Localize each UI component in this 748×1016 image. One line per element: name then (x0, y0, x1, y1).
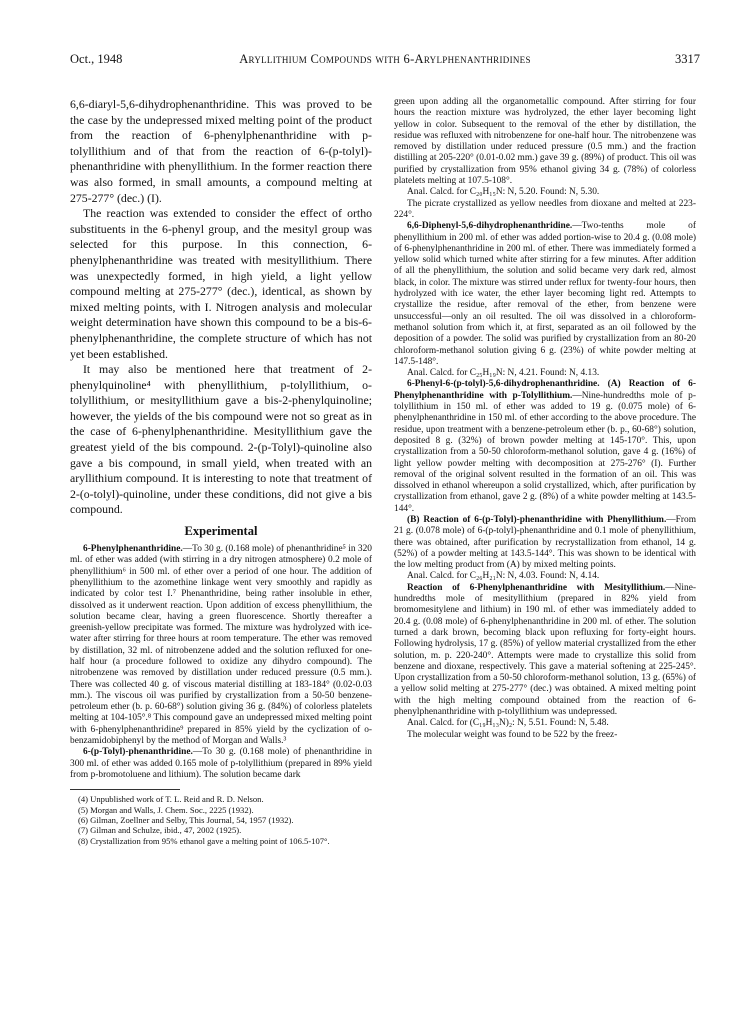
experimental-paragraph (70, 544, 372, 747)
header-date: Oct., 1948 (70, 52, 123, 66)
analysis-line: Anal. Calcd. for (C₁₉H₁₃N)₂: N, 5.51. Found: N, 5.48. (407, 718, 609, 729)
experimental-paragraph (70, 747, 372, 781)
compound-title: 6-(p-Tolyl)-phenanthridine. (83, 747, 193, 758)
experimental-text: —To 30 g. (0.168 mole) of phenanthridine⁵ in 320 ml. of ether was added (with stirring in a dry nitrogen atmosphere) 0.2 mole of phenyllithium⁶ in 500 ml. of ether over a period of one hour. The addition of phenyllithium to the azomethine linkage went very smoothly and rapidly as indicated by color test I.⁷ Phenanthridine, being rather insoluble in ether, dissolved as it underwent reaction. Upon addition of excess phenyllithium, the solution became clear, having a green fluorescence. Shortly thereafter a greenish-yellow precipitate was formed. The mixture was hydrolyzed with ice-water after stirring for three hours at room temperature. The ether was removed by distillation, 32 ml. of nitrobenzene added and the solution refluxed for one-half hour (a procedure followed to oxidize any dihydro compound). The nitrobenzene was removed by distillation under reduced pressure (0.5 mm.). There was collected 40 g. of viscous material distilling at 183-184° (0.02-0.03 mm.). The viscous oil was purified by crystallization from a 50-50 benzene-petroleum ether (b. p. 60-68°) solution giving 36 g. (84%) of colorless platelets melting at 104-105°.⁸ This compound gave an undepressed mixed melting point with 6-phenylphenanthridine⁹ prepared in 85% yield by the cyclization of o-benzamidobiphenyl by the method of Morgan and Walls.³ (70, 544, 372, 747)
experimental-paragraph (394, 515, 696, 571)
experimental-paragraph (394, 221, 696, 368)
experimental-text: —Nine-hundredths mole of mesityllithium (prepared in 82% yield from bromomesitylene and lithium) in 190 ml. of ether was immediately added to 20.4 g. (0.08 mole) of 6-phenylphenanthridine in 200 ml. of ether. The solution turned a dark brown, becoming black upon refluxing for forty-eight hours. Following hydrolysis, 17 g. (85%) of yellow material crystallized from the ether solution, m. p. 220-240°. Attempts were made to crystallize this solid from benzene and dioxane, respectively. This gave a material softening at 225-245°. Upon crystallization from a 50-50 chloroform-methanol solution, 13 g. (65%) of a yellow solid melting at 275-277° (dec.) was obtained. A mixed melting point with the high melting compound obtained from the reaction of 6-phenylphenanthridine with p-tolyllithium was undepressed. (394, 582, 697, 718)
compound-title: (B) Reaction of 6-(p-Tolyl)-phenanthridine with Phenyllithium. (407, 514, 667, 525)
footnote: (5) Morgan and Walls, J. Chem. Soc., 2225 (1932). (78, 804, 254, 815)
footnote: (4) Unpublished work of T. L. Reid and R. D. Nelson. (78, 794, 264, 805)
paragraph: 6,6-diaryl-5,6-dihydrophenanthridine. This was proved to be the case by the undepressed mixed melting point of the product from the reaction of 6-phenylphenanthridine with p-tolyllithium and of that from the reaction of 6-(p-tolyl)-phenanthridine with phenyllithium. In the former reaction there was also formed, in small amounts, a compound melting at 275-277° (dec.) (I). (70, 97, 372, 205)
experimental-paragraph: The molecular weight was found to be 522 by the freez- (407, 729, 618, 740)
right-column (394, 97, 696, 741)
left-column (70, 97, 372, 846)
footnote: (8) Crystallization from 95% ethanol gave a melting point of 106.5-107°. (78, 835, 330, 846)
running-header (70, 52, 700, 68)
compound-title: Reaction of 6-Phenylphenanthridine with Mesityllithium. (407, 582, 666, 593)
experimental-paragraph: The picrate crystallized as yellow needles from dioxane and melted at 223-224°. (394, 198, 696, 220)
paragraph: The reaction was extended to consider the effect of ortho substituents in the 6-phenyl group, and the mesityl group was selected for this purpose. In this connection, 6-phenylphenanthridine was treated with mesityllithium. There was unexpectedly formed, in high yield, a light yellow compound melting at 275-277° (dec.), identical, as shown by mixed melting points, with I. Nitrogen analysis and molecular weight determination have shown this compound to be a bis-6-phenylphenanthridine, the complete structure of which has not yet been established. (70, 206, 372, 361)
experimental-text: —To 30 g. (0.168 mole) of phenanthridine in 300 ml. of ether was added 0.165 mole of p-tolyllithium (prepared in 89% yield from p-bromotoluene and lithium). The solution became dark (70, 747, 372, 780)
experimental-text: —From 21 g. (0.078 mole) of 6-(p-tolyl)-phenanthridine and 0.1 mole of phenyllithium, there was obtained, after purification by recrystallization from ethanol, 14 g. (52%) of a powder melting at 143.5-144°. This was shown to be identical with the low melting product from (A) by mixed melting points. (394, 514, 696, 571)
experimental-paragraph: green upon adding all the organometallic compound. After stirring for four hours the reaction mixture was hydrolyzed, the ether layer becoming light yellow in color. Subsequent to the removal of the ether by distillation, the residue was refluxed with nitrobenzene for one-half hour. The nitrobenzene was removed by distillation under reduced pressure (0.5 mm.) and the fraction distilling at 205-220° (0.01-0.02 mm.) gave 39 g. (89%) of product. This oil was purified by crystallization from 95% ethanol giving 34 g. (78%) of colorless platelets melting at 107.5-108°. (394, 97, 696, 187)
page-number: 3317 (675, 52, 700, 66)
experimental-paragraph (394, 379, 696, 515)
analysis-line: Anal. Calcd. for C₂₅H₁₉N: N, 4.21. Found: N, 4.13. (407, 368, 600, 379)
analysis-line: Anal. Calcd. for C₂₆H₂₁N: N, 4.03. Found: N, 4.14. (407, 571, 600, 582)
footnote: (6) Gilman, Zoellner and Selby, This Journal, 54, 1957 (1932). (78, 815, 294, 826)
paragraph: It may also be mentioned here that treatment of 2-phenylquinoline⁴ with phenyllithium, p-tolyllithium, o-tolyllithium, or mesityllithium gave a bis-2-phenylquinoline; however, the yields of the bis compound were not so great as in the case of 6-phenylphenanthridine. Mesityllithium gave the greatest yield of the bis compound. 2-(p-Tolyl)-quinoline also gave a bis compound, in small yield, when treated with an aryllithium compound. It is interesting to note that treatment of 2-(o-tolyl)-quinoline, under these conditions, did not give a bis compound. (70, 362, 372, 517)
experimental-text: —Nine-hundredths mole of p-tolyllithium in 150 ml. of ether was added to 19 g. (0.075 mole) of 6-phenylphenanthridine in 150 ml. of ether according to the above procedure. The residue, upon treatment with a benzene-petroleum ether (b. p., 60-68°) solution, deposited 8 g. (32%) of brown powder melting at 145-170°. This, upon crystallization from a 50-50 chloroform-methanol solution, gave 4 g. (16%) of light yellow powder melting with decomposition at 275-276° (I). Further removal of the original solvent resulted in the formation of an oil. This was dissolved in ethanol whereupon a solid crystallized, which, after purification by crystallization from ethanol, gave 2 g. (8%) of a white powder melting at 143.5-144°. (394, 390, 696, 514)
compound-title: 6-Phenylphenanthridine. (83, 544, 183, 555)
compound-title: 6,6-Diphenyl-5,6-dihydrophenanthridine. (407, 221, 573, 232)
analysis-line: Anal. Calcd. for C₂₀H₁₅N: N, 5.20. Found: N, 5.30. (407, 187, 600, 198)
experimental-paragraph (394, 583, 696, 719)
section-heading: Experimental (184, 524, 258, 539)
footnote-divider (70, 789, 180, 790)
compound-title: 6-Phenyl-6-(p-tolyl)-5,6-dihydrophenanthridine. (A) Reaction of 6-Phenylphenanthridine with p-Tolyllithium. (394, 379, 696, 401)
experimental-text: —Two-tenths mole of phenyllithium in 200 ml. of ether was added portion-wise to 20.4 g. (0.08 mole) of 6-phenylphenanthridine in 200 ml. of ether. There was immediately formed a yellow solid which turned white after stirring for a few minutes. After addition of all the phenyllithium, the solution and solid became very dark red, almost black, in color. The mixture was stirred under reflux for twenty-four hours, then hydrolyzed with ice water, the ether layer becoming light red. Attempts to crystallize the residue, after removal of the ether, from benzene were unsuccessful—only an oil resulted. The oil was dissolved in a chloroform-methanol solution from which it, at first, separated as an oil followed by the deposition of a powder. The solid was purified by crystallization from an 80-20 chloroform-methanol solution giving 6 g. (23%) of white powder melting at 147.5-148°. (394, 221, 696, 367)
footnote: (7) Gilman and Schulze, ibid., 47, 2002 (1925). (78, 825, 242, 836)
header-title: Aryllithium Compounds with 6-Arylphenanthridines (239, 52, 531, 66)
